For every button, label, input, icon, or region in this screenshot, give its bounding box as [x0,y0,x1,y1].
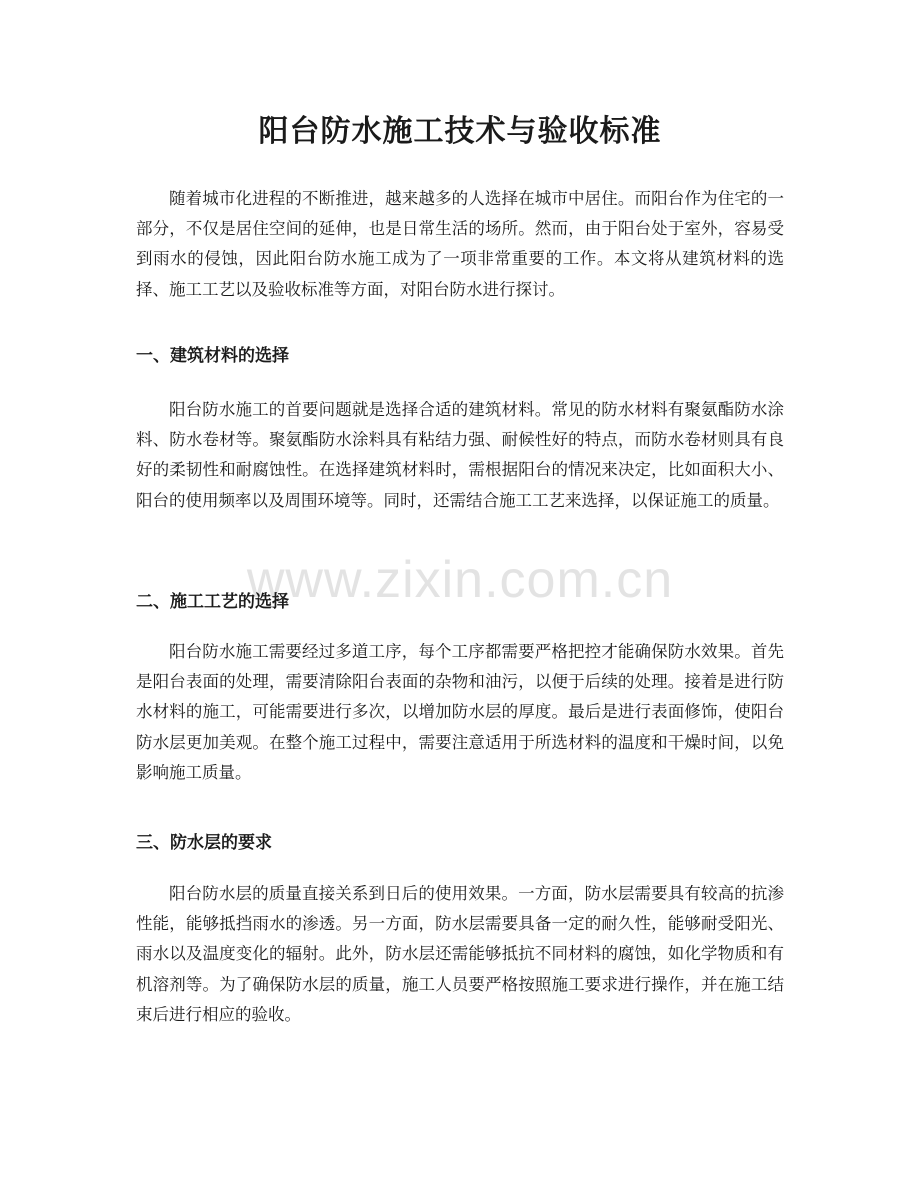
section-body-materials: 阳台防水施工的首要问题就是选择合适的建筑材料。常见的防水材料有聚氨酯防水涂料、防水卷材等。聚氨酯防水涂料具有粘结力强、耐候性好的特点，而防水卷材则具有良好的柔韧性和耐腐蚀性。在选择建筑材料时，需根据阳台的情况来决定，比如面积大小、阳台的使用频率以及周围环境等。同时，还需结合施工工艺来选择，以保证施工的质量。 [136,400,784,510]
document-title: 阳台防水施工技术与验收标准 [258,114,662,149]
section-body-requirements: 阳台防水层的质量直接关系到日后的使用效果。一方面，防水层需要具有较高的抗渗性能，能够抵挡雨水的渗透。另一方面，防水层需要具备一定的耐久性，能够耐受阳光、雨水以及温度变化的辐射。此外，防水层还需能够抵抗不同材料的腐蚀，如化学物质和有机溶剂等。为了确保防水层的质量，施工人员要严格按照施工要求进行操作，并在施工结束后进行相应的验收。 [136,884,784,1024]
section-body-process: 阳台防水施工需要经过多道工序，每个工序都需要严格把控才能确保防水效果。首先是阳台表面的处理，需要清除阳台表面的杂物和油污，以便于后续的处理。接着是进行防水材料的施工，可能需要进行多次，以增加防水层的厚度。最后是进行表面修饰，使阳台防水层更加美观。在整个施工过程中，需要注意适用于所选材料的温度和干燥时间，以免影响施工质量。 [136,642,784,782]
intro-paragraph: 随着城市化进程的不断推进，越来越多的人选择在城市中居住。而阳台作为住宅的一部分，不仅是居住空间的延伸，也是日常生活的场所。然而，由于阳台处于室外，容易受到雨水的侵蚀，因此阳台防水施工成为了一项非常重要的工作。本文将从建筑材料的选择、施工工艺以及验收标准等方面，对阳台防水进行探讨。 [136,189,784,299]
section-heading-requirements: 三、防水层的要求 [136,833,272,853]
section-heading-materials: 一、建筑材料的选择 [136,346,289,366]
watermark: www.zixin.com.cn [246,551,674,609]
section-heading-process: 二、施工工艺的选择 [136,592,289,612]
